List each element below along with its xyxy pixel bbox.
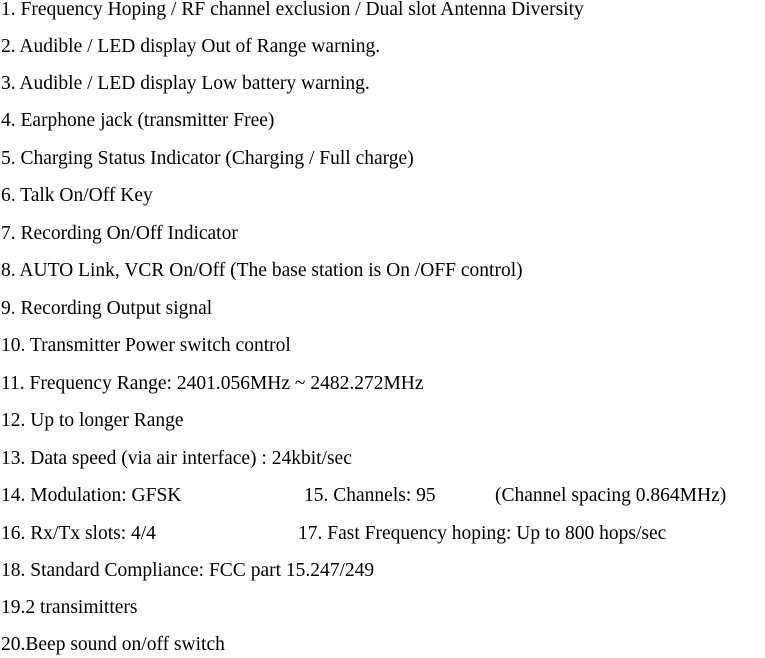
spec-item-10: 10. Transmitter Power switch control (1, 335, 291, 356)
spec-item-7: 7. Recording On/Off Indicator (1, 223, 238, 244)
spec-item-3: 3. Audible / LED display Low battery warning. (1, 73, 370, 94)
spec-item-1: 1. Frequency Hoping / RF channel exclusion / Dual slot Antenna Diversity (1, 0, 584, 20)
spec-item-5: 5. Charging Status Indicator (Charging / Full charge) (1, 148, 414, 169)
spec-item-19: 19.2 transimitters (1, 597, 138, 618)
spec-item-4: 4. Earphone jack (transmitter Free) (1, 110, 275, 131)
spec-item-6: 6. Talk On/Off Key (1, 185, 153, 206)
spec-item-9: 9. Recording Output signal (1, 298, 213, 319)
channel-spacing-note: (Channel spacing 0.864MHz) (495, 485, 727, 506)
spec-item-11: 11. Frequency Range: 2401.056MHz ~ 2482.272MHz (1, 373, 424, 394)
spec-item-17: 17. Fast Frequency hoping: Up to 800 hops/sec (298, 523, 667, 544)
spec-item-15: 15. Channels: 95 (304, 485, 436, 506)
spec-item-2: 2. Audible / LED display Out of Range warning. (1, 36, 381, 57)
spec-item-8: 8. AUTO Link, VCR On/Off (The base station is On /OFF control) (1, 260, 523, 281)
spec-item-18: 18. Standard Compliance: FCC part 15.247/249 (1, 560, 375, 581)
spec-item-16: 16. Rx/Tx slots: 4/4 (1, 523, 156, 544)
spec-row-slots-hopping (1, 522, 667, 546)
spec-row-modulation-channels (1, 484, 727, 508)
spec-item-20: 20.Beep sound on/off switch (1, 634, 225, 655)
spec-item-12: 12. Up to longer Range (1, 410, 184, 431)
spec-item-13: 13. Data speed (via air interface) : 24kbit/sec (1, 448, 352, 469)
spec-item-14: 14. Modulation: GFSK (1, 485, 182, 506)
